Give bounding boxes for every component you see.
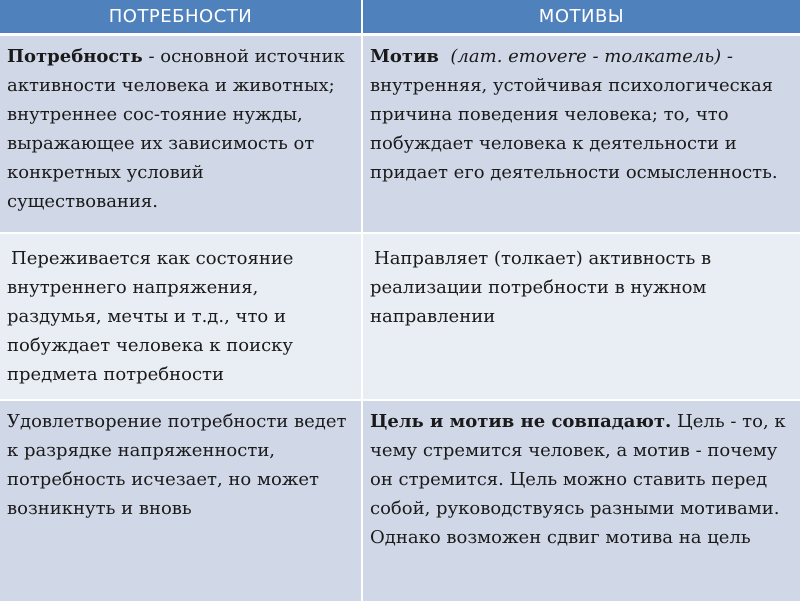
cell-goal-vs-motive xyxy=(362,400,800,602)
cell-motive-direction xyxy=(362,233,800,400)
need-definition-text: - основной источник активности человека и животных; внутреннее сос-тояние нужды, выражающее их зависимость от конкретных условий существования. xyxy=(7,46,345,212)
goal-motive-text: Цель - то, к чему стремится человек, а мотив - почему он стремится. Цель можно ставить перед собой, руководствуясь разными мотивами. Однако возможен сдвиг мотива на цель xyxy=(370,410,786,548)
motive-etymology: (лат. emovere - толкатель) xyxy=(450,46,722,67)
term-need: Потребность xyxy=(7,46,143,67)
table-row xyxy=(0,35,800,233)
header-motives: МОТИВЫ xyxy=(362,0,800,35)
need-experience-text: Переживается как состояние внутреннего напряжения, раздумья, мечты и т.д., что и побуждает человека к поиску предмета потребности xyxy=(7,247,294,385)
goal-motive-heading: Цель и мотив не совпадают. xyxy=(370,410,672,432)
header-needs: ПОТРЕБНОСТИ xyxy=(0,0,362,35)
term-motive: Мотив xyxy=(370,46,439,67)
cell-need-definition xyxy=(0,35,362,233)
cell-need-satisfaction xyxy=(0,400,362,602)
motive-direction-text: Направляет (толкает) активность в реализации потребности в нужном направлении xyxy=(370,247,712,327)
cell-need-experience xyxy=(0,233,362,400)
need-satisfaction-text: Удовлетворение потребности ведет к разрядке напряженности, потребность исчезает, но может возникнуть и вновь xyxy=(7,410,347,519)
cell-motive-definition xyxy=(362,35,800,233)
motive-definition-text: - внутренняя, устойчивая психологическая причина поведения человека; то, что побуждает человека к деятельности и придает его деятельности осмысленность. xyxy=(370,46,778,183)
header-row xyxy=(0,0,800,35)
table-row xyxy=(0,400,800,602)
table-row xyxy=(0,233,800,400)
